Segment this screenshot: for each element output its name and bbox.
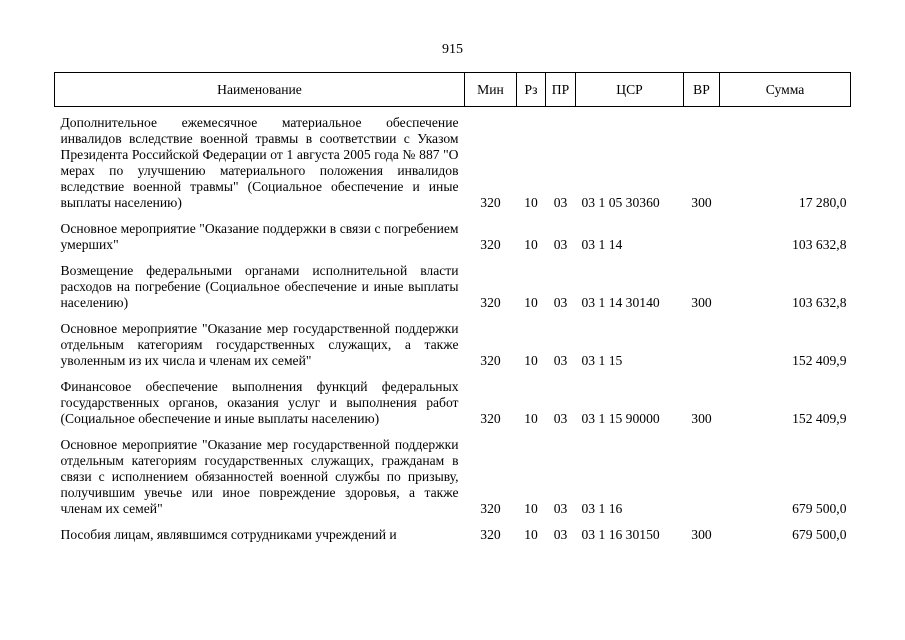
table-row xyxy=(55,221,851,253)
row-name: Основное мероприятие "Оказание мер государственной поддержки отдельным категориям государственных служащих, а также уволенным из их числа и членам их семей" xyxy=(60,321,459,368)
row-rz: 10 xyxy=(524,295,538,310)
row-sum: 152 409,9 xyxy=(792,411,847,426)
row-vr: 300 xyxy=(691,295,712,310)
header-vr: ВР xyxy=(684,73,720,107)
row-csr: 03 1 15 90000 xyxy=(581,411,660,426)
row-csr: 03 1 15 xyxy=(581,353,623,368)
row-name: Финансовое обеспечение выполнения функций федеральных государственных органов, оказания услуг и выполнения работ (Социальное обеспечение и иные выплаты населению) xyxy=(60,379,459,426)
row-pr: 03 xyxy=(553,195,568,210)
row-sum: 679 500,0 xyxy=(792,527,847,542)
row-rz: 10 xyxy=(524,527,538,542)
row-pr: 03 xyxy=(553,295,568,310)
table-row xyxy=(55,527,851,543)
row-min: 320 xyxy=(480,411,501,426)
row-name: Возмещение федеральными органами исполнительной власти расходов на погребение (Социальное обеспечение и иные выплаты населению) xyxy=(60,263,459,310)
table-row xyxy=(55,437,851,517)
row-rz: 10 xyxy=(524,237,538,252)
row-min: 320 xyxy=(480,353,501,368)
row-min: 320 xyxy=(480,501,501,516)
budget-table xyxy=(54,72,851,543)
page-number: 915 xyxy=(442,42,463,57)
header-pr: ПР xyxy=(546,73,576,107)
row-csr: 03 1 16 xyxy=(581,501,623,516)
row-name: Основное мероприятие "Оказание мер государственной поддержки отдельным категориям государственных служащих, гражданам в связи с исполнением обязанностей военной службы по призыву, получившим увечье или иное повреждение здоровья, а также членам их семей" xyxy=(60,437,459,516)
row-vr: 300 xyxy=(691,195,712,210)
row-vr: 300 xyxy=(691,411,712,426)
table-row xyxy=(55,379,851,427)
row-sum: 103 632,8 xyxy=(792,295,847,310)
header-name: Наименование xyxy=(55,73,465,107)
row-sum: 17 280,0 xyxy=(798,195,847,210)
row-min: 320 xyxy=(480,527,501,542)
row-min: 320 xyxy=(480,195,501,210)
row-pr: 03 xyxy=(553,527,568,542)
row-rz: 10 xyxy=(524,411,538,426)
row-pr: 03 xyxy=(553,411,568,426)
row-pr: 03 xyxy=(553,353,568,368)
row-rz: 10 xyxy=(524,353,538,368)
row-vr xyxy=(684,437,720,517)
row-csr: 03 1 16 30150 xyxy=(581,527,660,542)
row-vr: 300 xyxy=(691,527,712,542)
row-name: Пособия лицам, являвшимся сотрудниками учреждений и xyxy=(60,527,397,542)
table-row xyxy=(55,263,851,311)
row-sum: 103 632,8 xyxy=(792,237,847,252)
row-vr xyxy=(684,321,720,369)
header-min: Мин xyxy=(465,73,517,107)
row-rz: 10 xyxy=(524,501,538,516)
header-sum: Сумма xyxy=(720,73,851,107)
header-csr: ЦСР xyxy=(576,73,684,107)
row-min: 320 xyxy=(480,237,501,252)
row-pr: 03 xyxy=(553,501,568,516)
table-row xyxy=(55,107,851,212)
header-rz: Рз xyxy=(517,73,546,107)
table-row xyxy=(55,321,851,369)
row-name: Основное мероприятие "Оказание поддержки в связи с погребением умерших" xyxy=(60,221,459,252)
row-name: Дополнительное ежемесячное материальное обеспечение инвалидов вследствие военной травмы в соответствии с Указом Президента Российской Федерации от 1 августа 2005 года № 887 "О мерах по улучшению материального положения инвалидов вследствие военной травмы" (Социальное обеспечение и иные выплаты населению) xyxy=(60,115,459,210)
row-rz: 10 xyxy=(524,195,538,210)
row-csr: 03 1 14 30140 xyxy=(581,295,660,310)
row-pr: 03 xyxy=(553,237,568,252)
row-sum: 679 500,0 xyxy=(792,501,847,516)
row-min: 320 xyxy=(480,295,501,310)
row-csr: 03 1 14 xyxy=(581,237,623,252)
row-csr: 03 1 05 30360 xyxy=(581,195,660,210)
row-vr xyxy=(684,221,720,253)
row-sum: 152 409,9 xyxy=(792,353,847,368)
table-header xyxy=(55,73,851,107)
